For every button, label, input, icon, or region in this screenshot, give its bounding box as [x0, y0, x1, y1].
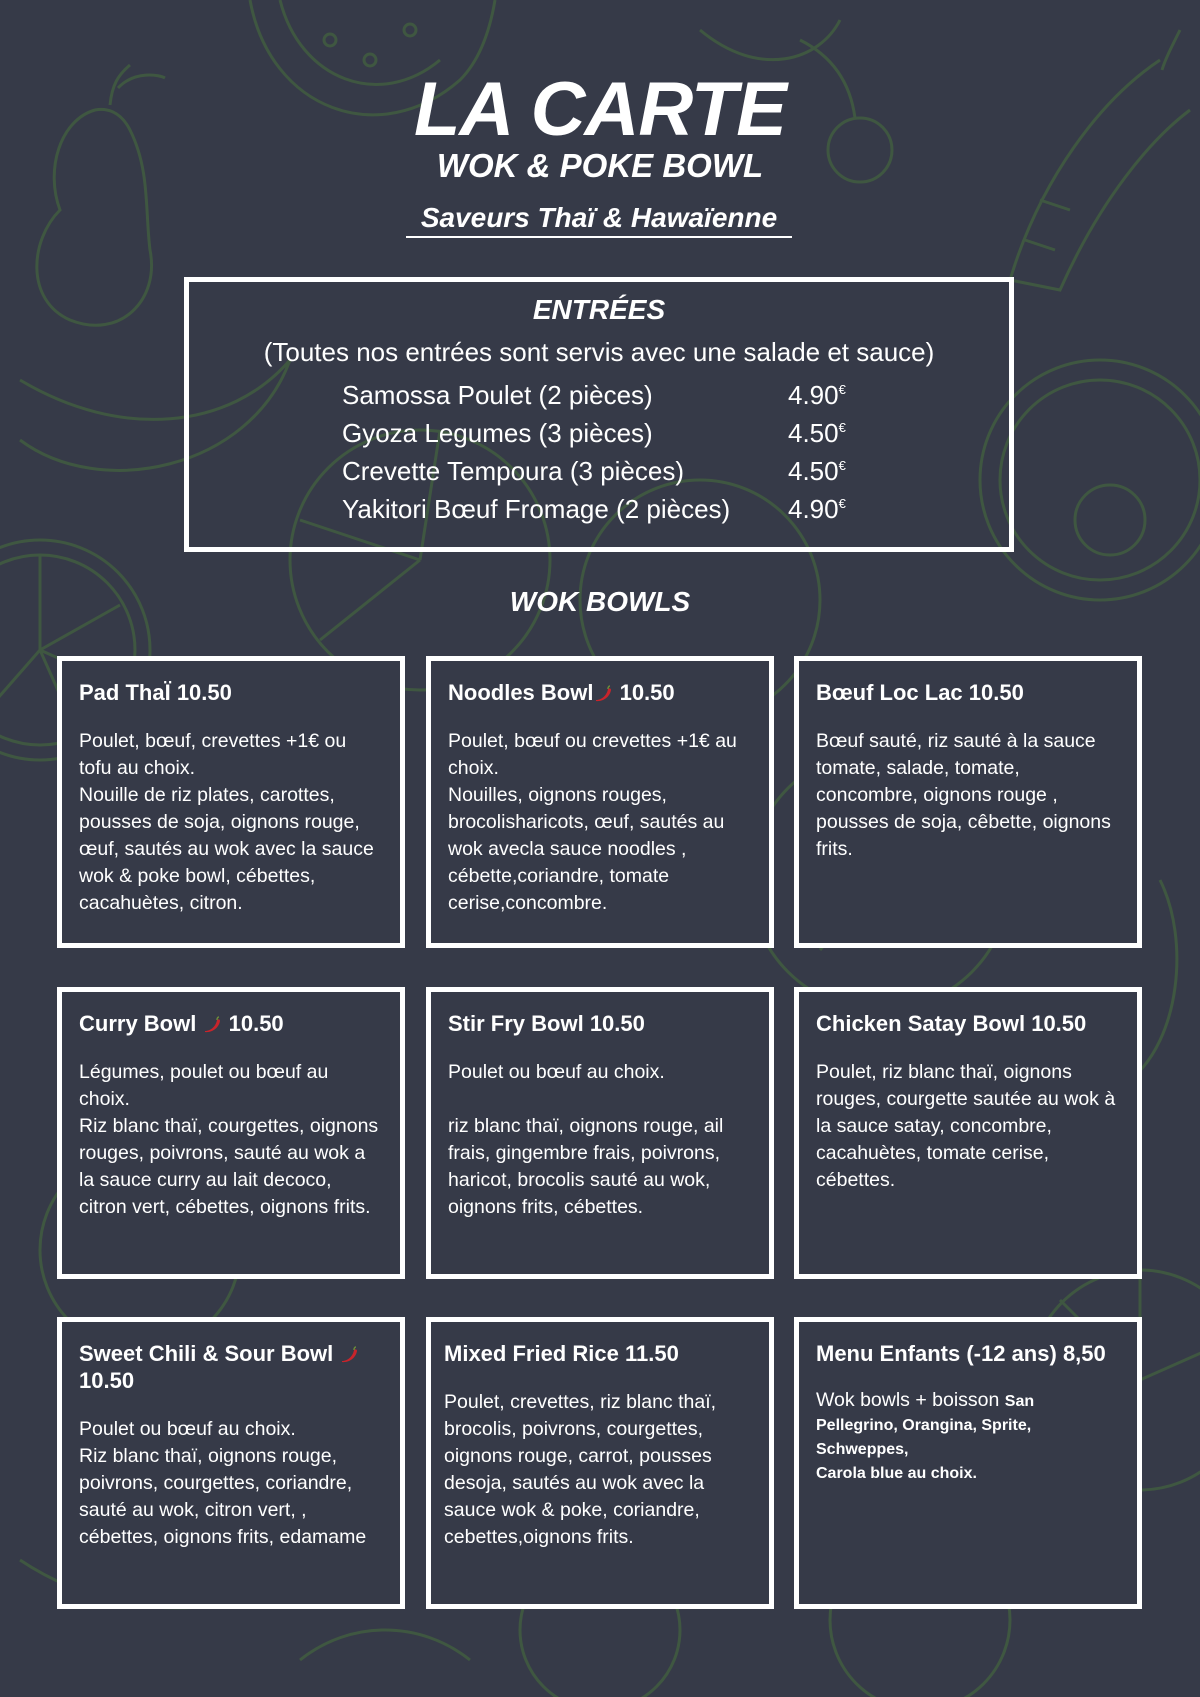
card-title: Noodles Bowl 10.50 — [448, 680, 675, 705]
card-description: Légumes, poulet ou bœuf au choix. Riz blanc thaï, courgettes, oignons rouges, poivrons, sauté au wok a la sauce curry au lait decoco, citron vert, cébettes, oignons frits. — [79, 1061, 379, 1218]
entree-name: Yakitori Bœuf Fromage (2 pièces) — [342, 494, 731, 524]
page-subtitle: WOK & POKE BOWL — [436, 147, 764, 184]
entree-item — [342, 380, 902, 418]
card-title: Sweet Chili & Sour Bowl 10.50 — [79, 1340, 382, 1394]
entrees-note: (Toutes nos entrées sont servis avec une salade et sauce) — [263, 337, 935, 367]
entree-price: 4.90€ — [788, 380, 846, 410]
card-title: Curry Bowl 10.50 — [79, 1011, 284, 1036]
entree-price: 4.50€ — [788, 456, 846, 486]
entree-item — [342, 494, 902, 532]
card-title: Stir Fry Bowl 10.50 — [448, 1011, 645, 1036]
entree-item — [342, 456, 902, 494]
entree-name: Samossa Poulet (2 pièces) — [342, 380, 653, 410]
menu-card — [426, 1317, 774, 1609]
card-description: Poulet, bœuf, crevettes +1€ ou tofu au choix. Nouille de riz plates, carottes, pousses de soja, oignons rouge, œuf, sautés au wok avec la sauce wok & poke bowl, cébettes, cacahuètes, citron. — [79, 730, 374, 914]
card-description: Wok bowls + boisson San Pellegrino, Orangina, Sprite, Schweppes, Carola blue au choix. — [816, 1389, 1035, 1482]
entrees-box — [184, 277, 1014, 552]
card-description: Poulet ou bœuf au choix. Riz blanc thaï, oignons rouge, poivrons, courgettes, coriandre, sauté au wok, citron vert, , cébettes, oignons frits, edamame — [79, 1418, 367, 1548]
entrees-title: ENTRÉES — [532, 294, 666, 325]
menu-card — [57, 1317, 405, 1609]
card-title: Bœuf Loc Lac 10.50 — [816, 680, 1024, 705]
entree-price: 4.50€ — [788, 418, 846, 448]
chili-icon — [339, 1346, 359, 1364]
card-description: Poulet, crevettes, riz blanc thaï, brocolis, poivrons, courgettes, oignons rouge, carrot, pousses desoja, sautés au wok avec la sauce wok & poke, coriandre, cebettes,oignons frits. — [444, 1391, 717, 1548]
wok-bowls-title: WOK BOWLS — [509, 586, 691, 617]
chili-icon — [593, 685, 613, 703]
entree-name: Crevette Tempoura (3 pièces) — [342, 456, 685, 486]
entree-price: 4.90€ — [788, 494, 846, 524]
menu-card — [794, 987, 1142, 1279]
card-title: Mixed Fried Rice 11.50 — [444, 1341, 679, 1366]
card-title: Menu Enfants (-12 ans) 8,50 — [816, 1341, 1106, 1366]
card-title: Pad ThaÏ 10.50 — [79, 680, 232, 705]
chili-icon — [202, 1016, 222, 1034]
entree-item — [342, 418, 902, 456]
card-description: Bœuf sauté, riz sauté à la sauce tomate, salade, tomate, concombre, oignons rouge , pousses de soja, cêbette, oignons frits. — [816, 730, 1111, 860]
page-title: LA CARTE — [414, 67, 786, 152]
menu-card — [57, 987, 405, 1279]
menu-card — [794, 1317, 1142, 1609]
menu-card — [794, 656, 1142, 948]
card-description: Poulet ou bœuf au choix. riz blanc thaï, oignons rouge, ail frais, gingembre frais, poivrons, haricot, brocolis sauté au wok, oignons frits, cébettes. — [448, 1061, 724, 1218]
card-description: Poulet, riz blanc thaï, oignons rouges, courgette sautée au wok à la sauce satay, concombre, cacahuètes, tomate cerise, cébettes. — [816, 1061, 1116, 1191]
card-description: Poulet, bœuf ou crevettes +1€ au choix. Nouilles, oignons rouges, brocolisharicots, œuf, sautés au wok avecla sauce noodles , cébette,coriandre, tomate cerise,concombre. — [448, 730, 737, 914]
card-title: Chicken Satay Bowl 10.50 — [816, 1011, 1087, 1036]
entree-name: Gyoza Legumes (3 pièces) — [342, 418, 653, 448]
menu-card — [426, 656, 774, 948]
menu-card — [57, 656, 405, 948]
tagline: Saveurs Thaï & Hawaïenne — [406, 200, 792, 238]
menu-card — [426, 987, 774, 1279]
